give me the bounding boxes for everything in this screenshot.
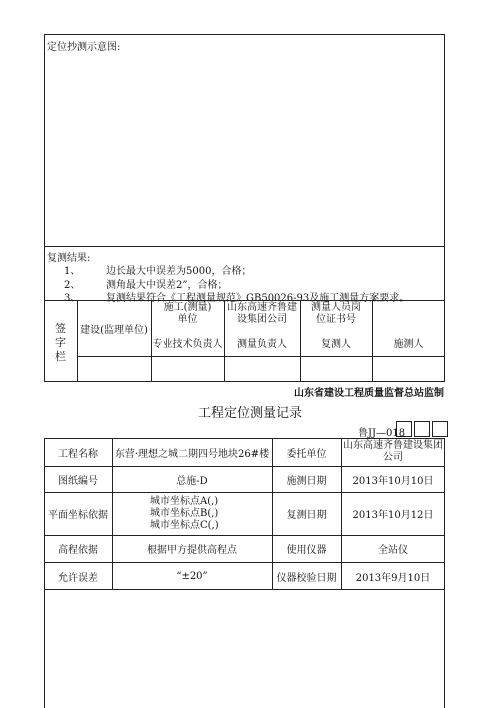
drawing-value: 总施-D	[176, 475, 208, 487]
coord-a: 城市坐标点A(,)	[150, 495, 219, 507]
recheck-date: 2013年10月12日	[352, 510, 434, 521]
code-box-1	[396, 421, 412, 437]
survey-company: 山东高速齐鲁建 设集团公司	[227, 302, 297, 325]
sign-mid-border	[77, 356, 445, 357]
calibration-label: 仪器校验日期	[276, 572, 337, 584]
instrument-label: 使用仪器	[286, 545, 327, 556]
calibration-date: 2013年9月10日	[355, 572, 431, 584]
coord-values	[150, 492, 272, 535]
surveyor-label: 施测人	[393, 338, 424, 350]
result-text-1: 边长最大中误差为5000，合格；	[106, 266, 252, 277]
client-value: 山东高速齐鲁建设集团 公司	[343, 440, 443, 463]
survey-lead-label: 测量负责人	[237, 338, 287, 350]
elevation-value: 根据甲方提供高程点	[147, 545, 237, 556]
rechecker-label: 复测人	[321, 338, 351, 350]
result-num-2: 2、	[64, 280, 81, 291]
client-label: 委托单位	[286, 448, 327, 460]
construction-unit-label: 建设(监理单位)	[80, 324, 148, 336]
result-text-3: 复测结果符合《工程测量规范》GB50026-93及施工测量方案要求。	[106, 293, 410, 304]
sign-section-label: 签 字 栏	[55, 322, 66, 363]
project-name-label: 工程名称	[58, 448, 98, 460]
sketch-label: 定位抄测示意图:	[47, 42, 121, 53]
tolerance-label: 允许误差	[58, 572, 98, 584]
record-code: 鲁JJ—018	[358, 428, 406, 439]
elevation-label: 高程依据	[58, 545, 98, 556]
instrument-value: 全站仪	[378, 545, 408, 556]
coord-c: 城市坐标点C(,)	[150, 519, 219, 531]
code-box-3	[432, 421, 448, 437]
project-name: 东营·理想之城二期四号地块26#楼	[114, 448, 270, 460]
result-num-1: 1、	[64, 266, 81, 277]
record-title: 工程定位测量记录	[197, 405, 302, 421]
survey-date-label: 施测日期	[286, 475, 327, 487]
survey-date: 2013年10月10日	[352, 475, 434, 487]
cert-label: 测量人员岗 位证书号	[311, 302, 361, 325]
drawing-label: 图纸编号	[58, 475, 98, 487]
result-text-2: 测角最大中误差2”，合格；	[106, 280, 228, 291]
continuation-right-border	[444, 590, 445, 708]
result-num-3: 3、	[64, 293, 81, 304]
recheck-date-label: 复测日期	[286, 510, 327, 521]
coord-label: 平面坐标依据	[48, 510, 108, 521]
tech-lead-label: 专业技术负责人	[152, 338, 223, 350]
coord-b: 城市坐标点B(,)	[150, 507, 219, 519]
recheck-label: 复测结果:	[47, 253, 91, 264]
supervision-footer: 山东省建设工程质量监督总站监制	[294, 388, 444, 399]
recheck-divider	[44, 246, 445, 247]
code-box-2	[414, 421, 430, 437]
continuation-left-border	[44, 590, 45, 708]
survey-unit-label: 施工(测量) 单位	[163, 302, 212, 325]
tolerance-value: “±20”	[176, 570, 208, 582]
